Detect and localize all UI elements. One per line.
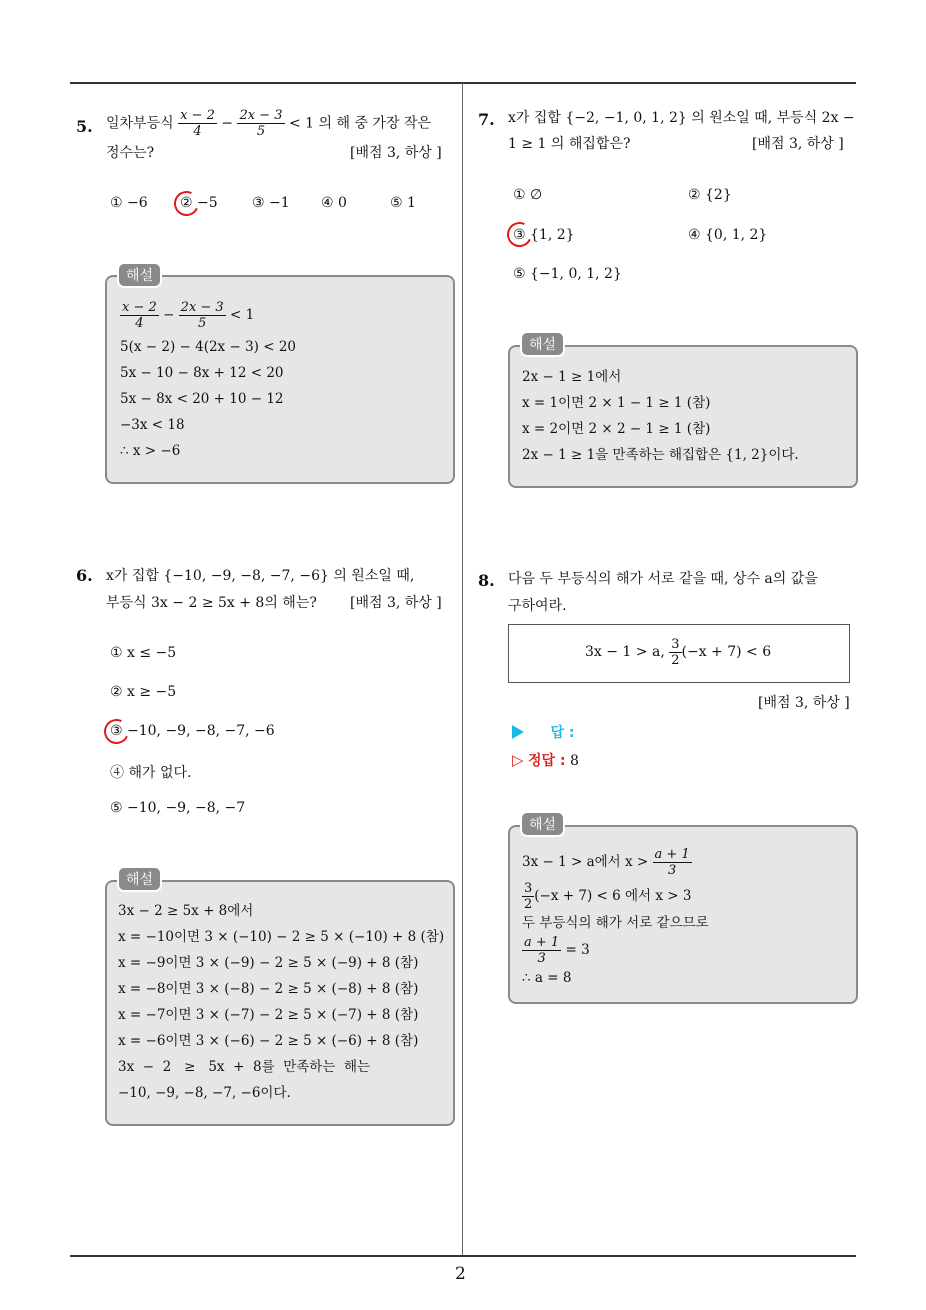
- question-6-score: [배점 3, 하상 ]: [350, 595, 442, 611]
- q8-inequality: 3x − 1 > a, $\frac{3}{2}$ (−x + 7) < 6: [585, 636, 772, 668]
- question-5-number: 5.: [76, 117, 93, 136]
- q7-solution-body: [522, 364, 799, 468]
- q5-frac2: $\frac{2x - 3}{5}$: [239, 108, 283, 139]
- q6-option-2[interactable]: ② x ≥ −5: [110, 684, 177, 700]
- answer-label: 답 :: [550, 725, 575, 741]
- q5-answer-mark: [170, 187, 202, 219]
- question-7-line1: x가 집합 {−2, −1, 0, 1, 2} 의 원소일 때, 부등식 2x −: [508, 110, 855, 126]
- q5-frac1: $\frac{x - 2}{4}$: [180, 108, 215, 139]
- correct-label: 정답 :: [528, 753, 566, 769]
- question-7-score: [배점 3, 하상 ]: [752, 136, 844, 152]
- q7-answer-mark: [503, 218, 535, 250]
- q7-option-4[interactable]: ④ {0, 1, 2}: [688, 227, 768, 243]
- question-8-score: [배점 3, 하상 ]: [758, 695, 850, 711]
- q8-solution-tag: 해설: [520, 811, 565, 837]
- q5-option-3[interactable]: ③ −1: [252, 195, 290, 211]
- q6-option-3[interactable]: ③ −10, −9, −8, −7, −6: [110, 723, 275, 739]
- q7-option-3[interactable]: ③ {1, 2}: [513, 227, 575, 243]
- question-7-line2: 1 ≥ 1 의 해집합은?: [508, 136, 631, 152]
- question-6-line1: x가 집합 {−10, −9, −8, −7, −6} 의 원소일 때,: [106, 568, 415, 584]
- outline-arrow-icon: ▷: [512, 751, 524, 769]
- question-5-score: [배점 3, 하상 ]: [350, 145, 442, 161]
- q8-solution-line: ∴ a = 8: [522, 970, 572, 986]
- question-7-number: 7.: [478, 110, 495, 129]
- q5-option-4[interactable]: ④ 0: [321, 195, 347, 211]
- question-8-line1: 다음 두 부등식의 해가 서로 같을 때, 상수 a의 값을: [508, 571, 818, 587]
- top-rule: [70, 82, 856, 84]
- q7-option-2[interactable]: ② {2}: [688, 187, 732, 203]
- q6-option-4[interactable]: ④ 해가 없다.: [110, 765, 192, 781]
- q6-solution-line: x = −8이면 3 × (−8) − 2 ≥ 5 × (−8) + 8 (참): [118, 981, 419, 997]
- q5-solution-line: 5x − 10 − 8x + 12 < 20: [120, 365, 284, 381]
- q6-solution-line: x = −10이면 3 × (−10) − 2 ≥ 5 × (−10) + 8 (참): [118, 929, 445, 945]
- q8-solution-body: 3x − 1 > a에서 x > $\frac{a + 1}{3}$ $\frac{3}{2}$ (−x + 7) < 6 에서 x > 3 두 부등식의 해가 서로 같으므로 $\frac{a + 1}{3}$ = 3 ∴ a = 8: [522, 845, 709, 989]
- q5-solution-body: $\frac{x - 2}{4}$ − $\frac{2x - 3}{5}$ < 1 5(x − 2) − 4(2x − 3) < 20 5x − 10 − 8x + 12 < 20 5x − 8x < 20 + 10 − 12 −3x < 18 ∴ x > −6: [120, 296, 296, 464]
- question-5-line2: 정수는?: [106, 145, 155, 161]
- page-number: 2: [455, 1264, 466, 1284]
- question-5-line1: 일차부등식 $\frac{x - 2}{4}$ − $\frac{2x - 3}{5}$ < 1 의 해 중 가장 작은: [106, 108, 431, 139]
- play-arrow-icon: [512, 725, 524, 739]
- q5-solution-line: 5x − 8x < 20 + 10 − 12: [120, 391, 284, 407]
- q8-correct-row: [512, 750, 579, 770]
- q5-solution-line: −3x < 18: [120, 417, 185, 433]
- q6-option-1[interactable]: ① x ≤ −5: [110, 645, 177, 661]
- q6-solution-line: −10, −9, −8, −7, −6이다.: [118, 1085, 291, 1101]
- question-6-line2: 부등식 3x − 2 ≥ 5x + 8의 해는?: [106, 595, 317, 611]
- q6-option-5[interactable]: ⑤ −10, −9, −8, −7: [110, 800, 246, 816]
- q7-solution-tag: 해설: [520, 331, 565, 357]
- q6-answer-mark: [100, 715, 132, 747]
- question-8-number: 8.: [478, 571, 495, 590]
- q5-option-5[interactable]: ⑤ 1: [390, 195, 416, 211]
- q6-solution-body: [118, 898, 444, 1106]
- column-divider: [462, 83, 463, 1256]
- q7-solution-line: x = 1이면 2 × 1 − 1 ≥ 1 (참): [522, 395, 711, 411]
- q6-solution-line: 3x − 2 ≥ 5x + 8에서: [118, 903, 254, 919]
- q7-solution-line: 2x − 1 ≥ 1에서: [522, 369, 622, 385]
- question-6-number: 6.: [76, 566, 93, 585]
- q7-solution-line: x = 2이면 2 × 2 − 1 ≥ 1 (참): [522, 421, 711, 437]
- q6-solution-line: x = −7이면 3 × (−7) − 2 ≥ 5 × (−7) + 8 (참): [118, 1007, 419, 1023]
- q8-solution-line: 두 부등식의 해가 서로 같으므로: [522, 915, 709, 931]
- q5-solution-tag: 해설: [117, 262, 162, 288]
- q5-option-1[interactable]: ① −6: [110, 195, 148, 211]
- q6-solution-line: x = −6이면 3 × (−6) − 2 ≥ 5 × (−6) + 8 (참): [118, 1033, 419, 1049]
- q6-solution-tag: 해설: [117, 866, 162, 892]
- q7-option-1[interactable]: ① ∅: [513, 187, 543, 203]
- q7-solution-line: 2x − 1 ≥ 1을 만족하는 해집합은 {1, 2}이다.: [522, 447, 799, 463]
- q7-option-5[interactable]: ⑤ {−1, 0, 1, 2}: [513, 266, 622, 282]
- q5-solution-line: ∴ x > −6: [120, 443, 181, 459]
- question-8-line2: 구하여라.: [508, 598, 567, 614]
- q5-option-2[interactable]: ② −5: [180, 195, 218, 211]
- bottom-rule: [70, 1255, 856, 1257]
- correct-value: 8: [569, 753, 579, 769]
- q8-answer-row: [512, 722, 574, 742]
- q6-solution-line: x = −9이면 3 × (−9) − 2 ≥ 5 × (−9) + 8 (참): [118, 955, 419, 971]
- q6-solution-line: 3x − 2 ≥ 5x + 8를 만족하는 해는: [118, 1059, 371, 1075]
- q5-solution-line: 5(x − 2) − 4(2x − 3) < 20: [120, 339, 296, 355]
